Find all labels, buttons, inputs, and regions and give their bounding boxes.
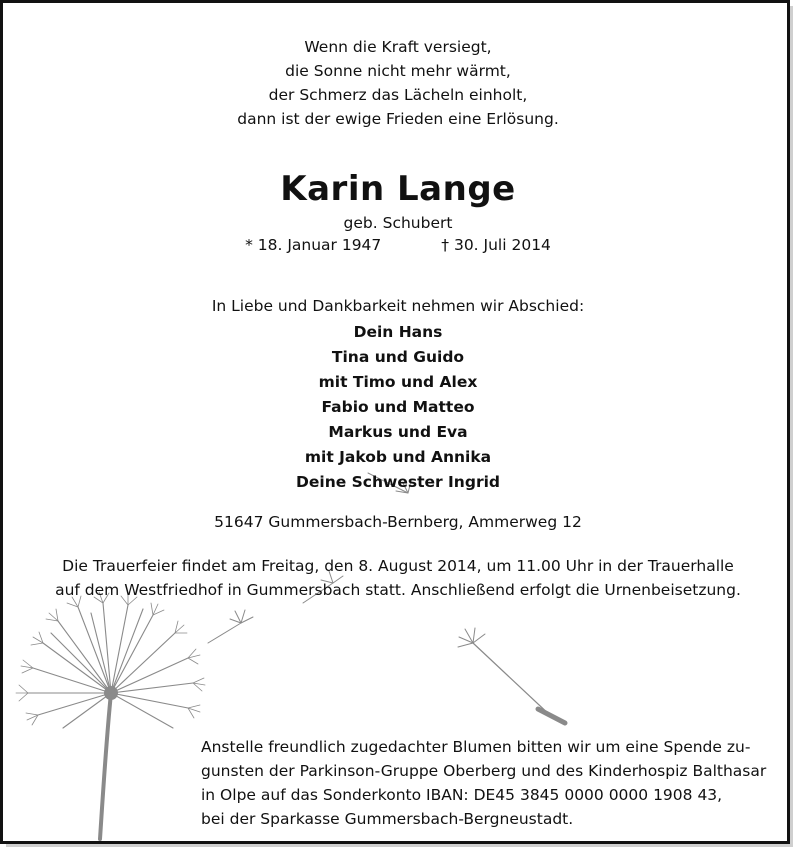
mourners-list bbox=[3, 320, 793, 495]
life-dates bbox=[3, 236, 793, 254]
poem-line: dann ist der ewige Frieden eine Erlösung. bbox=[237, 110, 559, 128]
donation-line: Anstelle freundlich zugedachter Blumen bitten wir um eine Spende zu- bbox=[201, 738, 751, 756]
mourner: mit Jakob und Annika bbox=[304, 448, 492, 466]
poem bbox=[3, 35, 793, 131]
mourner: Deine Schwester Ingrid bbox=[296, 473, 500, 491]
mourner: mit Timo und Alex bbox=[318, 373, 478, 391]
mourner: Tina und Guido bbox=[331, 348, 465, 366]
ceremony-notice bbox=[3, 554, 793, 602]
donation-line: gunsten der Parkinson-Gruppe Oberberg und des Kinderhospiz Balthasar bbox=[201, 762, 767, 780]
farewell-line: In Liebe und Dankbarkeit nehmen wir Abschied: bbox=[211, 297, 585, 315]
mourner: Dein Hans bbox=[353, 323, 443, 341]
ceremony-line: Die Trauerfeier findet am Freitag, den 8. August 2014, um 11.00 Uhr in der Trauerhalle bbox=[62, 557, 734, 575]
death-date: † 30. Juli 2014 bbox=[441, 236, 551, 254]
deceased-name: Karin Lange bbox=[280, 169, 516, 209]
donation-line: in Olpe auf das Sonderkonto IBAN: DE45 3845 0000 0000 1908 43, bbox=[201, 786, 723, 804]
birth-name: geb. Schubert bbox=[343, 214, 453, 232]
poem-line: der Schmerz das Lächeln einholt, bbox=[268, 86, 528, 104]
donation-line: bei der Sparkasse Gummersbach-Bergneustadt. bbox=[201, 810, 574, 828]
birth-date: * 18. Januar 1947 bbox=[245, 236, 382, 254]
mourner: Markus und Eva bbox=[328, 423, 468, 441]
poem-line: Wenn die Kraft versiegt, bbox=[304, 38, 492, 56]
donation-notice bbox=[201, 735, 781, 831]
mourner: Fabio und Matteo bbox=[321, 398, 475, 416]
poem-line: die Sonne nicht mehr wärmt, bbox=[285, 62, 511, 80]
family-address: 51647 Gummersbach-Bernberg, Ammerweg 12 bbox=[214, 513, 582, 531]
ceremony-line: auf dem Westfriedhof in Gummersbach statt. Anschließend erfolgt die Urnenbeisetzung. bbox=[55, 581, 741, 599]
